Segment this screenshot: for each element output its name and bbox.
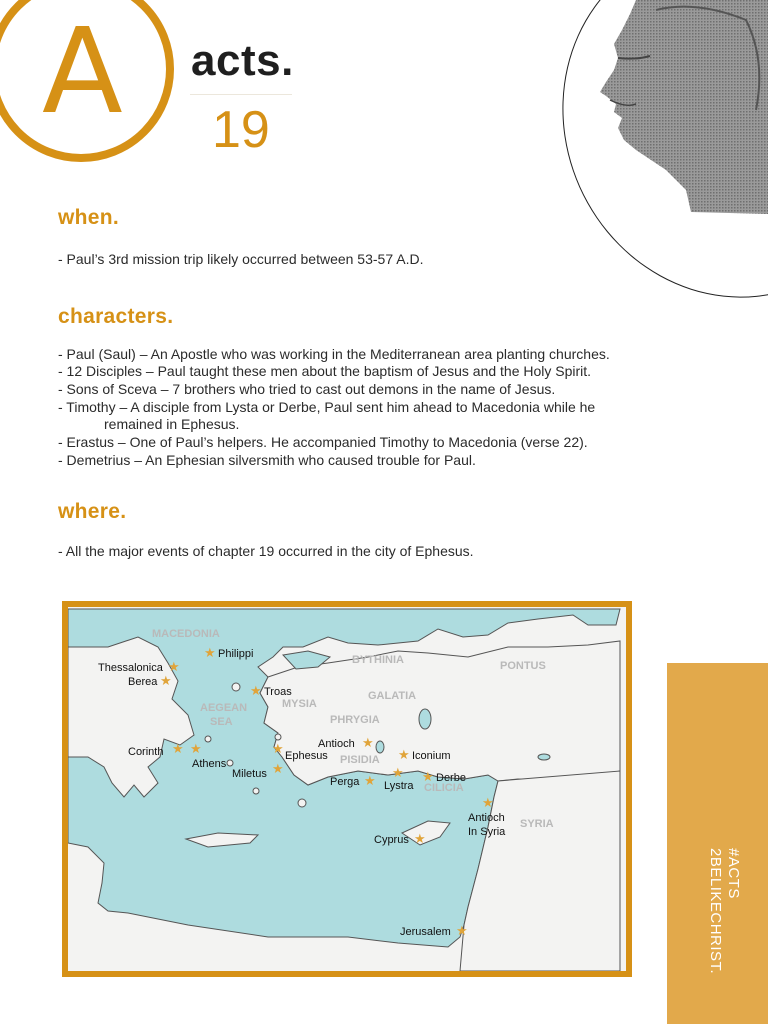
region-mysia: MYSIA [282, 698, 317, 710]
character-line: - Erastus – One of Paul’s helpers. He accompanied Timothy to Macedonia (verse 22). [58, 434, 588, 450]
star-icon: ★ [456, 923, 468, 938]
lake [376, 741, 384, 753]
region-phrygia: PHRYGIA [330, 714, 380, 726]
lake [419, 709, 431, 729]
city-derbe: Derbe [436, 772, 466, 784]
page-title: acts. [191, 36, 294, 85]
city-antioch-pisidia: Antioch [318, 738, 355, 750]
star-icon: ★ [414, 831, 426, 846]
star-icon: ★ [250, 683, 262, 698]
character-line: - Timothy – A disciple from Lysta or Derbe, Paul sent him ahead to Macedonia while he [58, 399, 596, 415]
character-line: - 12 Disciples – Paul taught these men about the baptism of Jesus and the Holy Spirit. [58, 363, 592, 379]
city-thessalonica: Thessalonica [98, 662, 163, 674]
star-icon: ★ [172, 741, 184, 756]
region-sea: SEA [210, 716, 233, 728]
city-antioch-syria-line2: In Syria [468, 826, 506, 838]
island [232, 683, 240, 691]
star-icon: ★ [398, 747, 410, 762]
city-lystra: Lystra [384, 780, 414, 792]
lake [538, 754, 550, 760]
city-athens: Athens [192, 758, 227, 770]
where-heading: where. [58, 500, 127, 523]
region-aegean: AEGEAN [200, 702, 248, 714]
region-bythinia: BYTHINIA [352, 654, 404, 666]
character-line: remained in Ephesus. [104, 416, 240, 432]
region-galatia: GALATIA [368, 690, 417, 702]
city-corinth: Corinth [128, 746, 164, 758]
region-cilicia: CILICIA [424, 782, 464, 794]
star-icon: ★ [272, 741, 284, 756]
star-icon: ★ [204, 645, 216, 660]
side-tab-text [706, 848, 742, 974]
character-line: - Demetrius – An Ephesian silversmith who caused trouble for Paul. [58, 452, 476, 468]
star-icon: ★ [160, 673, 172, 688]
city-jerusalem: Jerusalem [400, 926, 451, 938]
where-text: - All the major events of chapter 19 occurred in the city of Ephesus. [58, 543, 474, 559]
region-pisidia: PISIDIA [340, 754, 380, 766]
city-cyprus: Cyprus [374, 834, 409, 846]
when-text: - Paul’s 3rd mission trip likely occurred between 53-57 A.D. [58, 251, 424, 267]
star-icon: ★ [364, 773, 376, 788]
city-troas: Troas [264, 686, 292, 698]
island [275, 734, 281, 740]
region-pontus: PONTUS [500, 660, 546, 672]
title-divider [190, 94, 292, 95]
hashtag-label: #ACTS [725, 848, 742, 899]
region-macedonia: MACEDONIA [152, 628, 220, 640]
city-ephesus: Ephesus [285, 750, 328, 762]
character-line: - Sons of Sceva – 7 brothers who tried to cast out demons in the name of Jesus. [58, 381, 556, 397]
map-canvas [68, 607, 626, 971]
tagline-label: 2BELIKECHRIST. [707, 848, 724, 975]
map-of-paul-journey [62, 601, 632, 977]
star-icon: ★ [392, 765, 404, 780]
star-icon: ★ [362, 735, 374, 750]
characters-heading: characters. [58, 305, 174, 328]
star-icon: ★ [190, 741, 202, 756]
star-icon: ★ [482, 795, 494, 810]
island [205, 736, 211, 742]
when-heading: when. [58, 206, 120, 229]
star-icon: ★ [272, 761, 284, 776]
island [227, 760, 233, 766]
statue-head-image [596, 0, 768, 214]
logo-letter: A [42, 2, 123, 140]
city-berea: Berea [128, 676, 158, 688]
character-line: - Paul (Saul) – An Apostle who was working in the Mediterranean area planting churches. [58, 346, 610, 362]
city-miletus: Miletus [232, 768, 267, 780]
city-iconium: Iconium [412, 750, 451, 762]
chapter-number: 19 [212, 101, 270, 159]
city-perga: Perga [330, 776, 360, 788]
star-icon: ★ [422, 769, 434, 784]
city-philippi: Philippi [218, 648, 254, 660]
island [253, 788, 259, 794]
city-antioch-syria: Antioch [468, 812, 505, 824]
star-icon: ★ [168, 659, 180, 674]
island [298, 799, 306, 807]
region-syria: SYRIA [520, 818, 554, 830]
